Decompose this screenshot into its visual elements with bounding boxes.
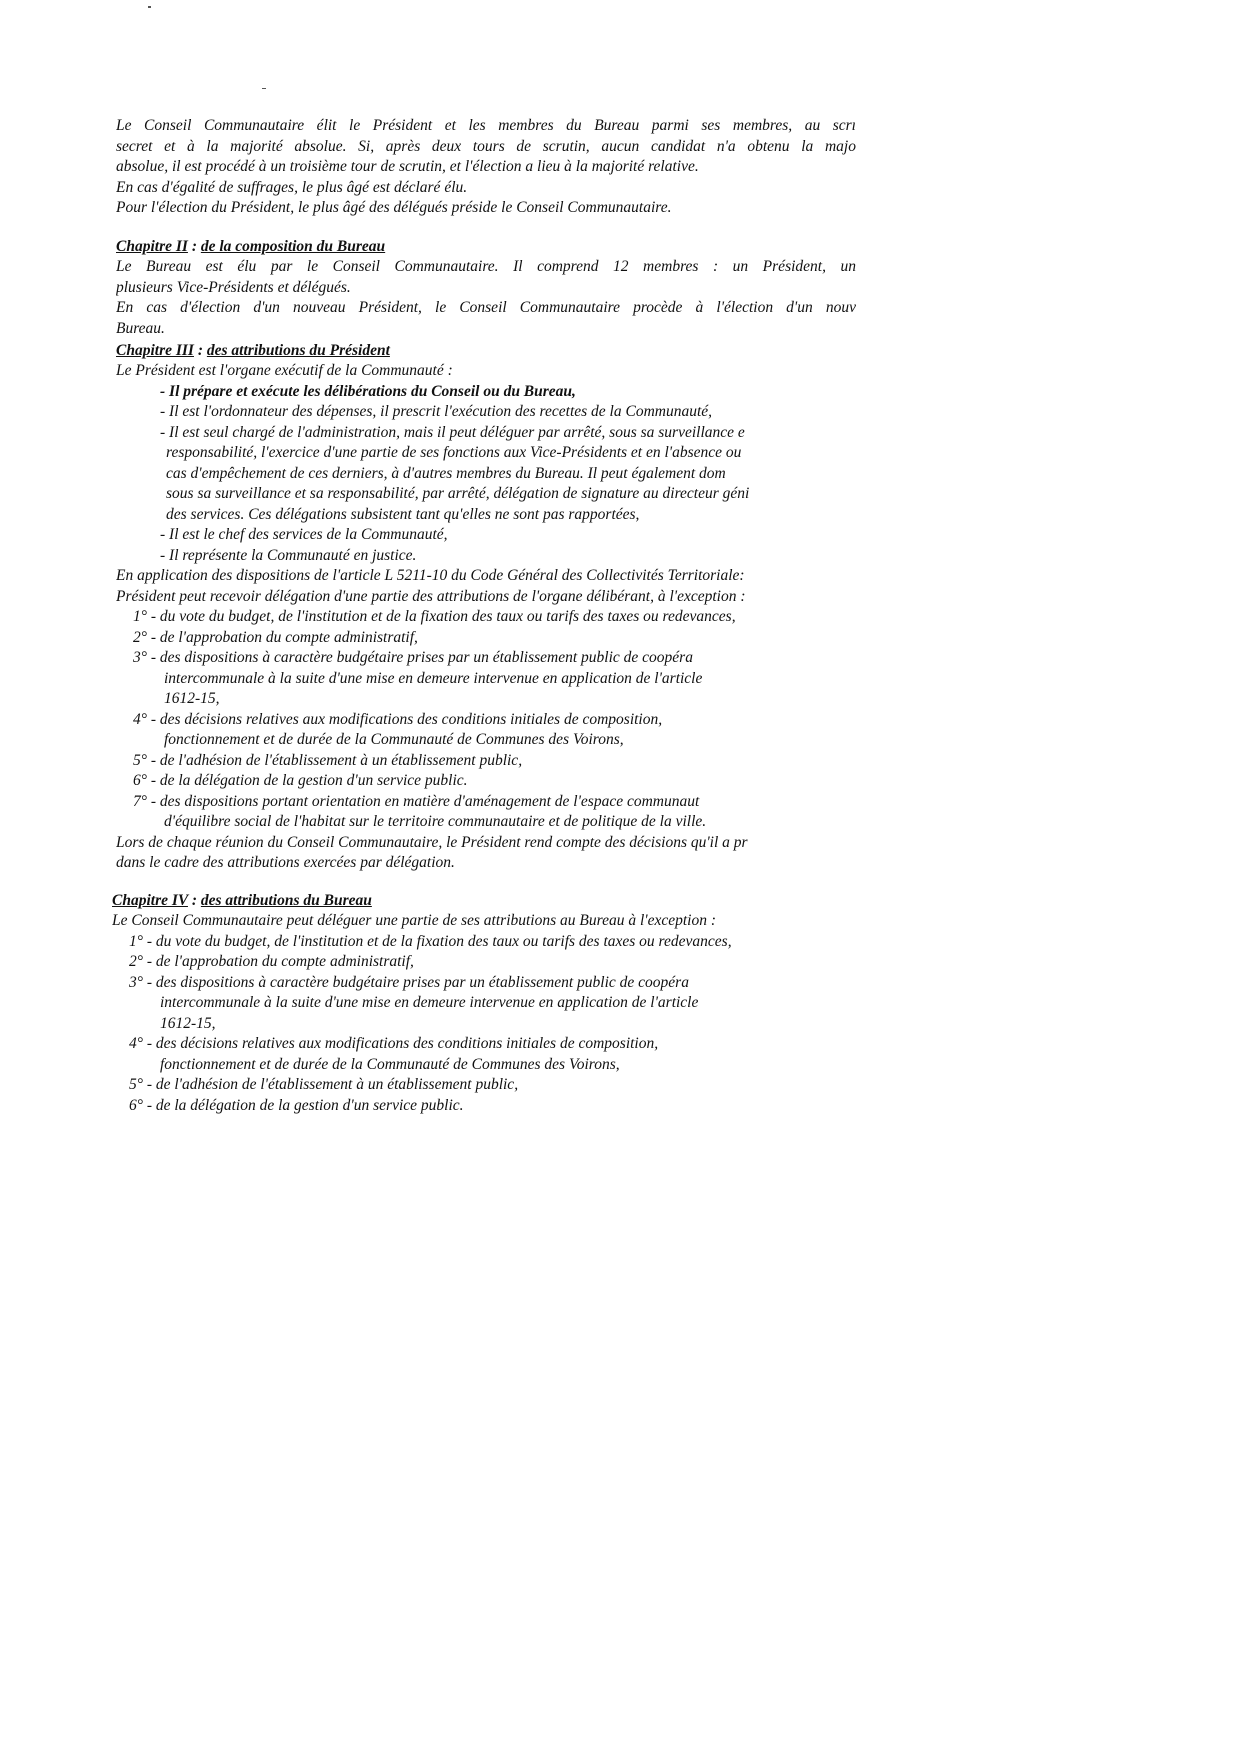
scan-mark	[148, 6, 151, 8]
numbered-item-continuation: fonctionnement et de durée de la Communauté de Communes des Voirons,	[164, 731, 624, 748]
numbered-item-continuation: d'équilibre social de l'habitat sur le territoire communautaire et de politique de la ville.	[164, 813, 707, 830]
intro-paragraph	[116, 116, 1240, 219]
list-item-continuation: cas d'empêchement de ces derniers, à d'autres membres du Bureau. Il peut également dom	[166, 464, 726, 482]
chapter-separator: :	[187, 892, 201, 909]
text-line: Le Président est l'organe exécutif de la Communauté :	[116, 362, 453, 379]
chapter-label: Chapitre IV	[112, 892, 188, 909]
chapter-title: des attributions du Président	[206, 342, 390, 359]
chapter-title: des attributions du Bureau	[200, 892, 372, 909]
numbered-item: 2° - de l'approbation du compte administratif,	[133, 628, 418, 646]
text-line: Le Conseil Communautaire peut déléguer une partie de ses attributions au Bureau à l'exception :	[112, 912, 716, 929]
text-line: secret et à la majorité absolue. Si, après deux tours de scrutin, aucun candidat n'a obtenu la majo	[116, 137, 856, 155]
text-line: En cas d'élection d'un nouveau Président, le Conseil Communautaire procède à l'élection d'un nouv	[116, 299, 856, 316]
numbered-item-continuation: intercommunale à la suite d'une mise en demeure intervenue en application de l'article	[164, 669, 703, 687]
chapter-3-section	[116, 340, 1240, 874]
list-item-continuation: responsabilité, l'exercice d'une partie de ses fonctions aux Vice-Présidents et en l'absence ou	[166, 444, 742, 461]
chapter-separator: :	[187, 238, 201, 255]
numbered-item: 3° - des dispositions à caractère budgétaire prises par un établissement public de coopéra	[133, 649, 693, 666]
chapter-title: de la composition du Bureau	[200, 238, 386, 255]
scan-mark	[262, 88, 266, 89]
numbered-item-continuation: intercommunale à la suite d'une mise en demeure intervenue en application de l'article	[160, 994, 699, 1011]
list-item: - Il est l'ordonnateur des dépenses, il prescrit l'exécution des recettes de la Communauté,	[160, 403, 713, 420]
numbered-item: 4° - des décisions relatives aux modifications des conditions initiales de composition,	[129, 1035, 659, 1052]
chapter-label: Chapitre III	[116, 342, 194, 359]
text-line: absolue, il est procédé à un troisième tour de scrutin, et l'élection a lieu à la majorité relative.	[116, 158, 699, 175]
numbered-item: 3° - des dispositions à caractère budgétaire prises par un établissement public de coopéra	[129, 973, 689, 991]
text-line: Pour l'élection du Président, le plus âgé des délégués préside le Conseil Communautaire.	[116, 199, 672, 216]
numbered-item-continuation: 1612-15,	[160, 1014, 216, 1032]
list-item-continuation: des services. Ces délégations subsistent tant qu'elles ne sont pas rapportées,	[166, 505, 640, 523]
text-line: plusieurs Vice-Présidents et délégués.	[116, 278, 351, 296]
chapter-3-heading	[116, 340, 1240, 361]
text-line: Bureau.	[116, 319, 165, 337]
text-line: Président peut recevoir délégation d'une partie des attributions de l'organe délibérant, à l'exception :	[116, 587, 746, 605]
chapter-4-section	[112, 890, 1236, 1116]
numbered-item: 7° - des dispositions portant orientation en matière d'aménagement de l'espace communaut	[133, 792, 700, 810]
list-item: - Il est le chef des services de la Communauté,	[160, 526, 448, 543]
chapter-4-heading	[112, 890, 1236, 911]
numbered-item: 6° - de la délégation de la gestion d'un service public.	[133, 772, 468, 789]
text-line: Le Bureau est élu par le Conseil Communautaire. Il comprend 12 membres : un Président, un	[116, 258, 856, 275]
numbered-item: 2° - de l'approbation du compte administratif,	[129, 953, 414, 970]
text-line: Lors de chaque réunion du Conseil Communautaire, le Président rend compte des décisions qu'il a pr	[116, 833, 748, 851]
list-item: - Il est seul chargé de l'administration, mais il peut déléguer par arrêté, sous sa surveillance e	[160, 423, 745, 441]
chapter-separator: :	[193, 342, 207, 359]
text-line: Le Conseil Communautaire élit le Président et les membres du Bureau parmi ses membres, au scrı	[116, 117, 856, 134]
chapter-label: Chapitre II	[116, 238, 188, 255]
list-item-continuation: sous sa surveillance et sa responsabilité, par arrêté, délégation de signature au directeur géni	[166, 485, 750, 502]
numbered-item-continuation: fonctionnement et de durée de la Communauté de Communes des Voirons,	[160, 1055, 620, 1073]
list-item: - Il prépare et exécute les délibérations du Conseil ou du Bureau,	[160, 382, 576, 400]
numbered-item: 1° - du vote du budget, de l'institution et de la fixation des taux ou tarifs des taxes ou redevances,	[133, 608, 736, 625]
text-line: dans le cadre des attributions exercées par délégation.	[116, 854, 455, 871]
text-line: En application des dispositions de l'article L 5211-10 du Code Général des Collectivités Territoriale:	[116, 567, 745, 584]
numbered-item: 6° - de la délégation de la gestion d'un service public.	[129, 1096, 464, 1114]
chapter-2-heading	[116, 236, 1240, 257]
numbered-item: 1° - du vote du budget, de l'institution et de la fixation des taux ou tarifs des taxes ou redevances,	[129, 932, 732, 950]
chapter-2-section	[116, 236, 1240, 339]
list-item: - Il représente la Communauté en justice.	[160, 546, 417, 564]
numbered-item-continuation: 1612-15,	[164, 690, 220, 707]
numbered-item: 4° - des décisions relatives aux modifications des conditions initiales de composition,	[133, 710, 663, 728]
numbered-item: 5° - de l'adhésion de l'établissement à un établissement public,	[129, 1076, 519, 1093]
text-line: En cas d'égalité de suffrages, le plus âgé est déclaré élu.	[116, 178, 468, 196]
numbered-item: 5° - de l'adhésion de l'établissement à un établissement public,	[133, 751, 523, 769]
